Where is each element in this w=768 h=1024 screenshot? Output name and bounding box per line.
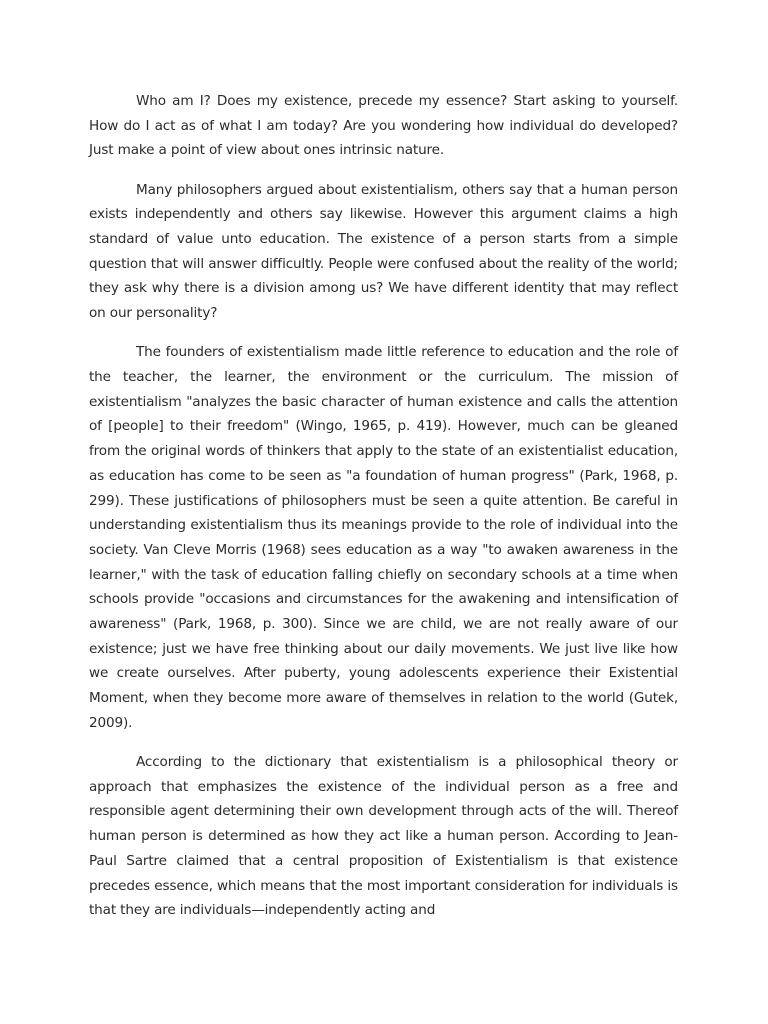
paragraph-4: According to the dictionary that existentialism is a philosophical theory or approach that emphasizes the existence of the individual person as a free and responsible agent determining their own development through acts of the will. Thereof human person is determined as how they act like a human person. According to Jean-Paul Sartre claimed that a central proposition of Existentialism is that existence precedes essence, which means that the most important consideration for individuals is that they are individuals—independently acting and [89, 754, 678, 919]
document-page [89, 89, 678, 938]
paragraph-1: Who am I? Does my existence, precede my essence? Start asking to yourself. How do I act as of what I am today? Are you wondering how individual do developed? Just make a point of view about ones intrinsic nature. [89, 93, 678, 159]
paragraph-2: Many philosophers argued about existentialism, others say that a human person exists independently and others say likewise. However this argument claims a high standard of value unto education. The existence of a person starts from a simple question that will answer difficultly. People were confused about the reality of the world; they ask why there is a division among us? We have different identity that may reflect on our personality? [89, 181, 678, 322]
paragraph-3: The founders of existentialism made little reference to education and the role of the teacher, the learner, the environment or the curriculum. The mission of existentialism "analyzes the basic character of human existence and calls the attention of [people] to their freedom" (Wingo, 1965, p. 419). However, much can be gleaned from the original words of thinkers that apply to the state of an existentialist education, as education has come to be seen as "a foundation of human progress" (Park, 1968, p. 299). These justifications of philosophers must be seen a quite attention. Be careful in understanding existentialism thus its meanings provide to the role of individual into the society. Van Cleve Morris (1968) sees education as a way "to awaken awareness in the learner," with the task of education falling chiefly on secondary schools at a time when schools provide "occasions and circumstances for the awakening and intensification of awareness" (Park, 1968, p. 300). Since we are child, we are not really aware of our existence; just we have free thinking about our daily movements. We just live like how we create ourselves. After puberty, young adolescents experience their Existential Moment, when they become more aware of themselves in relation to the world (Gutek, 2009). [89, 344, 678, 731]
